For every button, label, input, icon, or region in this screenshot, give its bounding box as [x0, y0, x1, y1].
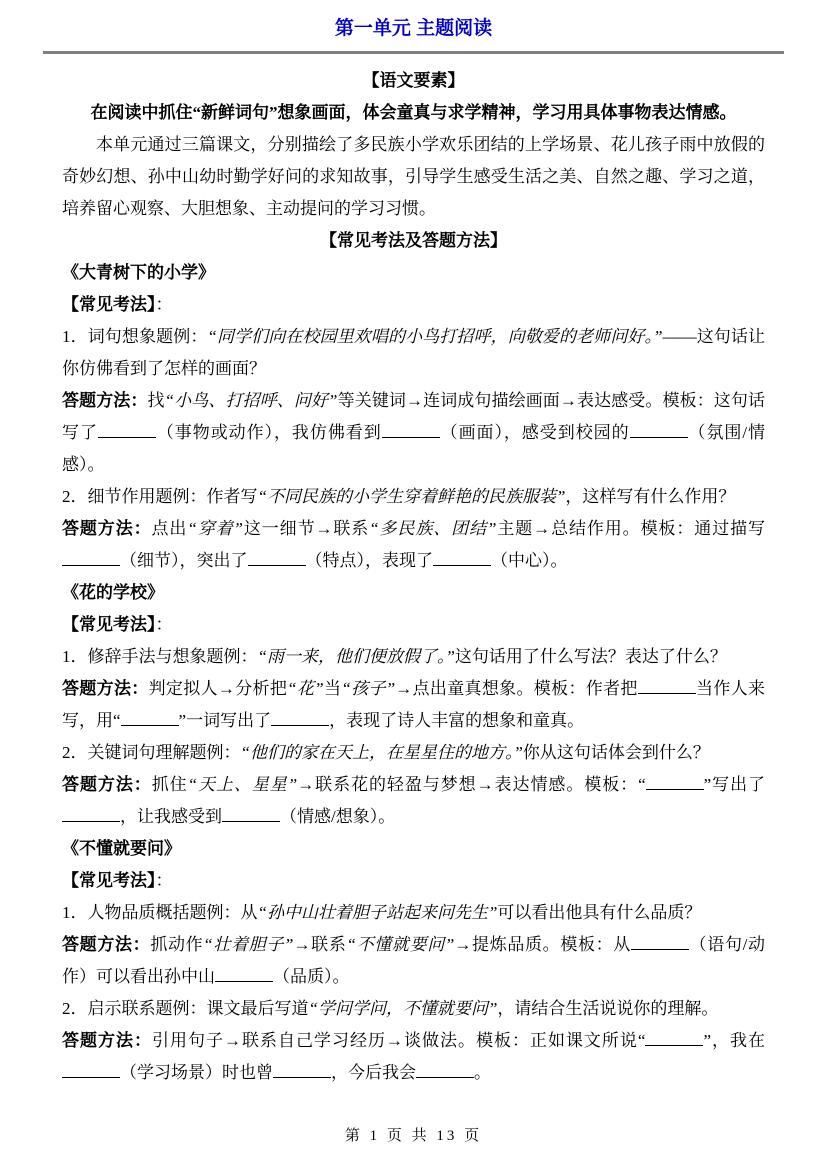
text-run: （学习场景）时也曾 — [120, 1063, 273, 1082]
text-run: →联系花的轻盈与梦想→表达情感。模板：“ — [297, 775, 646, 794]
text-run: 2．启示联系题例：课文最后写道 — [62, 999, 309, 1018]
text-run: →联系 — [293, 935, 347, 954]
bold-run: 答题方法： — [62, 775, 152, 794]
fill-in-blank — [416, 1062, 474, 1078]
page-title: 第一单元 主题阅读 — [334, 18, 493, 39]
lesson3-a1 — [62, 929, 765, 993]
lesson1-q1 — [62, 321, 765, 385]
text-run: ，这样写有什么作用？ — [565, 487, 736, 506]
quoted-run: “孩子” — [341, 679, 396, 698]
fill-in-blank — [215, 966, 273, 982]
text-run: 在阅读中抓住“新鲜词句”想象画面，体会童真与求学精神，学习用具体事物表达情感。 — [90, 103, 737, 122]
bold-run: 答题方法： — [62, 935, 151, 954]
quoted-run: “他们的家在天上，在星星住的地方。” — [240, 743, 523, 762]
text-run: 1．修辞手法与想象题例： — [62, 647, 258, 666]
text-run: （事物或动作），我仿佛看到 — [155, 423, 382, 442]
lesson1-title — [62, 257, 765, 289]
text-run: （氛围/情感）。 — [62, 423, 766, 474]
quoted-run: “多民族、团结” — [369, 519, 497, 538]
bold-run: 【常见考法】 — [62, 295, 156, 314]
fill-in-blank — [248, 550, 306, 566]
lesson3-kaofa-label — [62, 865, 765, 897]
text-run: 当作人来写，用“ — [62, 679, 766, 730]
text-run: 1．词句想象题例： — [62, 327, 208, 346]
text-run: 这一细节→联系 — [242, 519, 370, 538]
text-run: ： — [155, 871, 173, 890]
fill-in-blank — [121, 710, 179, 726]
text-run: ”一词写出了 — [178, 711, 272, 730]
bold-run: 《花的学校》 — [62, 583, 164, 602]
fill-in-blank — [631, 934, 689, 950]
fill-in-blank — [645, 1030, 703, 1046]
text-run: 当 — [323, 679, 342, 698]
text-run: 可以看出他具有什么品质？ — [497, 903, 702, 922]
text-run: 这句话用了什么写法？表达了什么？ — [454, 647, 727, 666]
text-run: ： — [155, 615, 173, 634]
fill-in-blank — [646, 774, 704, 790]
lesson2-a2 — [62, 769, 765, 833]
text-run: 抓住 — [151, 775, 188, 794]
quoted-run: “花” — [287, 679, 324, 698]
fill-in-blank — [630, 422, 688, 438]
bold-run: 答题方法： — [62, 519, 152, 538]
text-run: （画面），感受到校园的 — [439, 423, 630, 442]
fill-in-blank — [62, 550, 120, 566]
text-run: 2．细节作用题例：作者写 — [62, 487, 258, 506]
fill-in-blank — [98, 422, 156, 438]
unit-overview — [62, 129, 765, 225]
bold-run: 【常见考法】 — [62, 871, 156, 890]
fill-in-blank — [271, 710, 329, 726]
text-run: 你从这句话体会到什么？ — [522, 743, 710, 762]
document-body — [0, 54, 827, 1089]
fill-in-blank — [382, 422, 440, 438]
fill-in-blank — [273, 1062, 331, 1078]
lesson2-q1 — [62, 641, 765, 673]
bold-run: 答题方法： — [62, 391, 148, 410]
essence-header — [62, 65, 765, 97]
quoted-run: “不懂就要问” — [346, 935, 455, 954]
fill-in-blank — [62, 1062, 120, 1078]
lesson3-q1 — [62, 897, 765, 929]
fill-in-blank — [433, 550, 491, 566]
text-run: ，请结合生活说说你的理解。 — [497, 999, 719, 1018]
lesson2-kaofa-label — [62, 609, 765, 641]
lesson3-q2 — [62, 993, 765, 1025]
quoted-run: “雨一来，他们便放假了。” — [257, 647, 455, 666]
quoted-run: “壮着胆子” — [203, 935, 294, 954]
text-run: ——这句话让你仿佛看到了怎样的画面？ — [62, 327, 766, 378]
text-run: 。 — [474, 1063, 491, 1082]
text-run: 2．关键词句理解题例： — [62, 743, 241, 762]
text-run: 引用句子→联系自己学习经历→谈做法。模板：正如课文所说“ — [152, 1031, 646, 1050]
bold-run: 【常见考法】 — [62, 615, 156, 634]
text-run: →点出童真想象。模板：作者把 — [395, 679, 638, 698]
quoted-run: “不同民族的小学生穿着鲜艳的民族服装” — [257, 487, 566, 506]
lesson2-a1 — [62, 673, 765, 737]
fill-in-blank — [62, 806, 120, 822]
text-run: （语句/动作）可以看出孙中山 — [62, 935, 766, 986]
bold-run: 《大青树下的小学》 — [62, 263, 215, 282]
lesson2-q2 — [62, 737, 765, 769]
text-run: 本单元通过三篇课文，分别描绘了多民族小学欢乐团结的上学场景、花儿孩子雨中放假的奇妙幻想、孙中山幼时勤学好问的求知故事，引导学生感受生活之美、自然之趣、学习之道，培养留心观察、大胆想象、主动提问的学习习惯。 — [62, 135, 765, 218]
quoted-run: “天上、星星” — [187, 775, 298, 794]
lesson3-a2 — [62, 1025, 765, 1089]
text-run: （品质）。 — [273, 967, 350, 986]
lesson1-kaofa-label — [62, 289, 765, 321]
text-run: 【语文要素】 — [362, 71, 465, 90]
text-run: 1．人物品质概括题例：从 — [62, 903, 258, 922]
text-run: （情感/想象）。 — [280, 807, 396, 826]
text-run: （中心）。 — [491, 551, 568, 570]
bold-run: 答题方法： — [62, 679, 149, 698]
bold-run: 答题方法： — [62, 1031, 152, 1050]
fill-in-blank — [638, 678, 696, 694]
text-run: 【常见考法及答题方法】 — [320, 231, 507, 250]
text-run: ，表现了诗人丰富的想象和童真。 — [329, 711, 585, 730]
text-run: 等关键词→连词成句描绘画面→表达感受。模板：这句话写了 — [62, 391, 766, 442]
essence-statement — [62, 97, 765, 129]
text-run: ，让我感受到 — [120, 807, 222, 826]
lesson3-title — [62, 833, 765, 865]
text-run: ”写出了 — [703, 775, 766, 794]
quoted-run: “小鸟、打招呼、问好” — [164, 391, 338, 410]
quoted-run: “同学们向在校园里欢唱的小鸟打招呼，向敬爱的老师问好。” — [207, 327, 663, 346]
text-run: →提炼品质。模板：从 — [454, 935, 631, 954]
lesson1-a1 — [62, 385, 765, 481]
text-run: ”，我在 — [703, 1031, 766, 1050]
text-run: 点出 — [151, 519, 188, 538]
lesson1-a2 — [62, 513, 765, 577]
text-run: ，今后我会 — [331, 1063, 416, 1082]
text-run: 抓动作 — [150, 935, 204, 954]
lesson1-q2 — [62, 481, 765, 513]
quoted-run: “学问学问，不懂就要问” — [308, 999, 498, 1018]
fill-in-blank — [222, 806, 280, 822]
quoted-run: “穿着” — [187, 519, 243, 538]
bold-run: 《不懂就要问》 — [62, 839, 181, 858]
text-run: （特点），表现了 — [305, 551, 433, 570]
text-run: 找 — [147, 391, 165, 410]
text-run: 判定拟人→分析把 — [148, 679, 288, 698]
lesson2-title — [62, 577, 765, 609]
methods-header — [62, 225, 765, 257]
quoted-run: “孙中山壮着胆子站起来问先生” — [257, 903, 498, 922]
text-run: （细节），突出了 — [120, 551, 248, 570]
text-run: ： — [155, 295, 173, 314]
text-run: 主题→总结作用。模板：通过描写 — [496, 519, 766, 538]
page-footer: 第 1 页 共 13 页 — [344, 1128, 483, 1144]
